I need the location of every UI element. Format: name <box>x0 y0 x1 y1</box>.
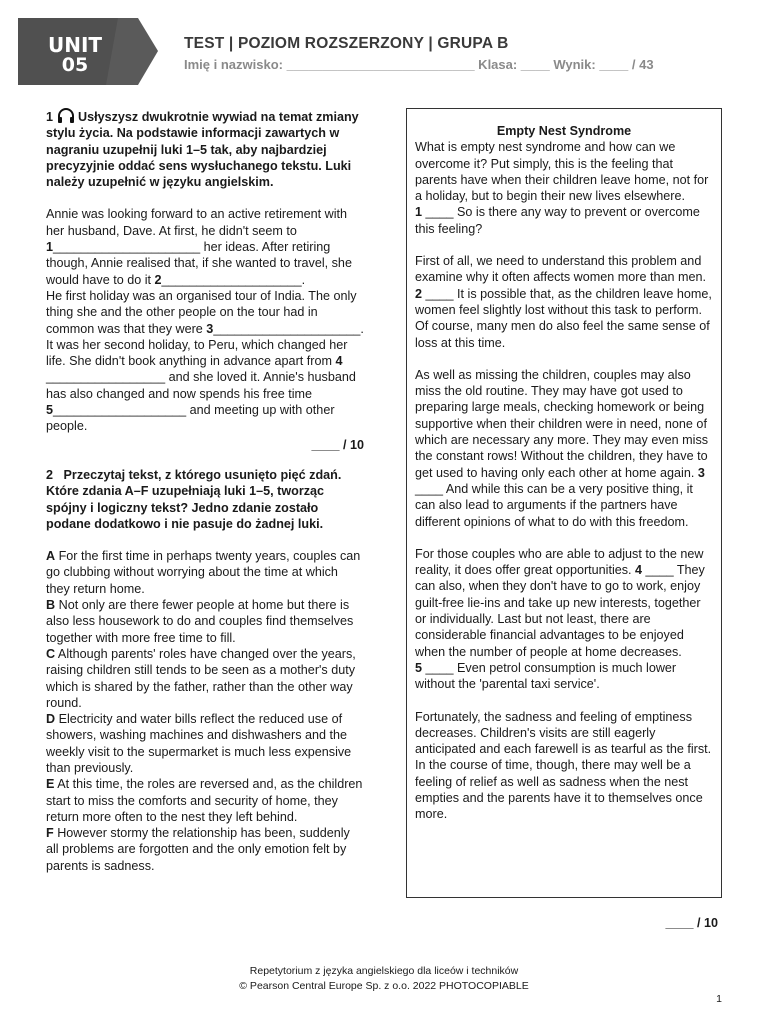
option-c: C Although parents' roles have changed over the years, raising children still tends to be seen as a mother's duty which is shared by the father, rather than the other way round. <box>46 646 356 710</box>
task2-instruction: 2 Przeczytaj tekst, z którego usunięto pięć zdań. Które zdania A–F uzupełniają luki 1–5, tworząc spójny i logiczny tekst? Jedno zdanie zostało podane dodatkowo i nie pasuje do żadnej luki. <box>46 467 342 531</box>
task1-score: ____ / 10 <box>311 437 364 452</box>
option-b: B Not only are there fewer people at home but there is also less housework to do and couples find themselves together with more free time to fill. <box>46 598 354 645</box>
article-para-2: First of all, we need to understand this problem and examine why it often affects women more than men. 2 ____ It is possible that, as the children leave home, women feel slightly lost without this task to perform. Of course, many men do also feel the same sense of loss at this time. <box>415 254 712 350</box>
option-e: E At this time, the roles are reversed and, as the children start to miss the comforts and security of home, they return more often to the nest they left behind. <box>46 777 363 824</box>
option-f: F However stormy the relationship has been, suddenly all problems are forgotten and the only emotion felt by parents is sadness. <box>46 826 350 873</box>
article-para-5: Fortunately, the sadness and feeling of emptiness decreases. Children's visits are still eagerly anticipated and each farewell is as tearful as the first. In the course of time, though, there may well be a feeling of relief as well as sadness when the nest empties and the parents have it to themselves once more. <box>415 709 712 822</box>
footer <box>0 964 768 994</box>
article-title: Empty Nest Syndrome <box>496 124 632 138</box>
task1-text: Annie was looking forward to an active retirement with her husband, Dave. At first, he didn't seem to 1_____________________ her ideas. After retiring though, Annie realised that, if she wanted to travel, she would have to do it 2____________________. He first holiday was an organised tour of India. The only thing she and the other people on the tour had in common was that they were 3_____________________. It was her second holiday, to Peru, which changed her life. She didn't book anything in advance apart from 4 _________________ and she loved it. Annie's husband has also changed and now spends his free time 5___________________ and meeting up with other people. <box>46 207 364 434</box>
page-number: 1 <box>716 993 722 1005</box>
article-para-4: For those couples who are able to adjust to the new reality, it does offer great opportunities. 4 ____ They can also, when they don't have to go to work, enjoy guilt-free lie-ins and take up new interests, together or individually. Last but not least, there are considerable financial advantages to be enjoyed when the number of people at home decreases. 5 ____ Even petrol consumption is much lower without the 'parental taxi service'. <box>415 546 705 692</box>
option-a: A For the first time in perhaps twenty years, couples can go clubbing without worrying about the time at which they return home. <box>46 549 361 596</box>
task1-instruction: 1 Usłyszysz dwukrotnie wywiad na temat zmiany stylu życia. Na podstawie informacji zawartych w nagraniu uzupełnij luki 1–5 tak, aby najbardziej precyzyjnie oddać sens wysłuchanego tekstu. Luki należy uzupełnić w języku angielskim. <box>46 110 359 190</box>
headphones-icon <box>57 108 75 124</box>
unit-label: UNIT 05 <box>18 35 132 75</box>
article-para-1: What is empty nest syndrome and how can we overcome it? Put simply, this is the feeling that parents have when their children leave home, not for a holiday, but to begin their new lives elsewhere. 1 ____ So is there any way to prevent or overcome this feeling? <box>415 140 709 236</box>
task2-score: ____ / 10 <box>665 916 718 930</box>
unit-number: 05 <box>61 54 89 76</box>
article-para-3: As well as missing the children, couples may also miss the old routine. They may have got used to preparing large meals, checking homework or being supportive when their children were in need, none of which are necessary any more. They may even miss the constant rows! Without the children, they have to get used to having only each other at home again. 3 ____ And while this can be a very positive thing, it can also lead to arguments if the partners have different opinions of what to do with this freedom. <box>415 367 709 529</box>
test-title: TEST | POZIOM ROZSZERZONY | GRUPA B <box>184 35 509 52</box>
left-column <box>46 108 364 874</box>
option-d: D Electricity and water bills reflect the reduced use of showers, washing machines and dishwashers and the weekly visit to the supermarket is much less expensive than previously. <box>46 712 352 775</box>
student-info-line: Imię i nazwisko: __________________________ Klasa: ____ Wynik: ____ / 43 <box>184 57 654 72</box>
footer-line-1: Repetytorium z języka angielskiego dla liceów i techników <box>249 965 519 977</box>
article-box <box>406 108 722 898</box>
footer-line-2: © Pearson Central Europe Sp. z o.o. 2022 PHOTOCOPIABLE <box>239 980 529 992</box>
